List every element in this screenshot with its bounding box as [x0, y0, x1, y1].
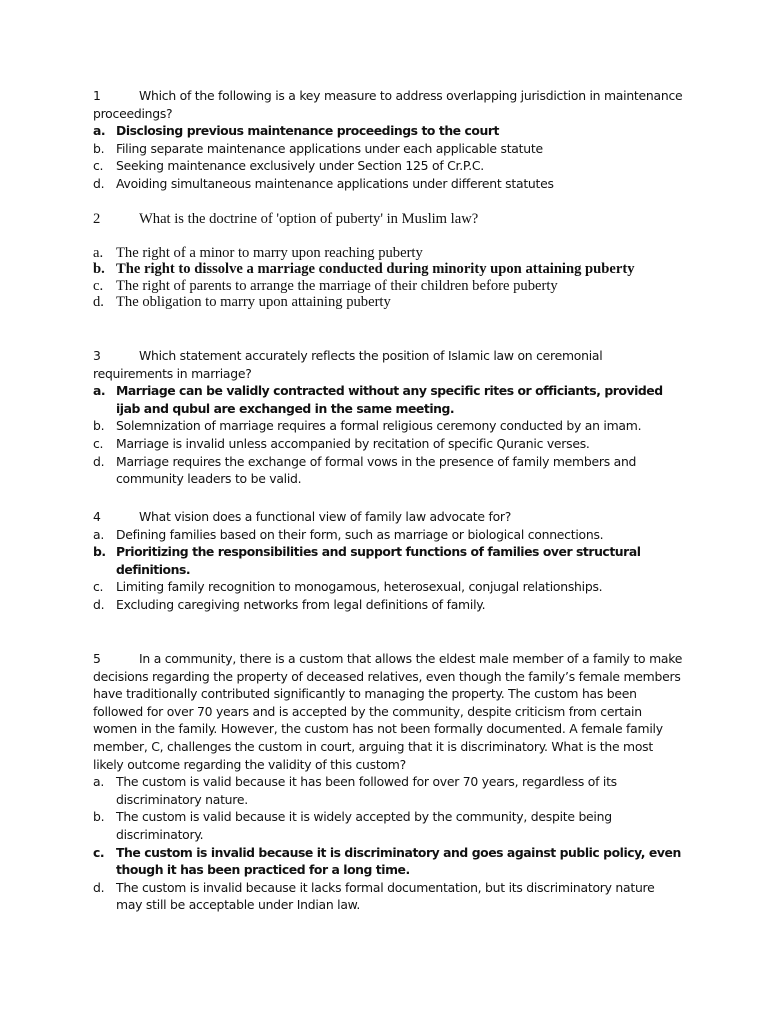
option-a: [93, 382, 683, 417]
option-letter: c.: [93, 579, 104, 595]
option-text: Avoiding simultaneous maintenance applications under different statutes: [116, 175, 554, 191]
option-text: The obligation to marry upon attaining puberty: [116, 294, 391, 311]
option-letter: b.: [93, 809, 105, 825]
option-letter: d.: [93, 879, 105, 895]
option-d: [93, 294, 683, 311]
question-4: [93, 508, 683, 614]
option-c: [93, 844, 683, 879]
question-stem: [93, 650, 683, 773]
options-list: [93, 526, 683, 614]
option-letter: c.: [93, 158, 104, 174]
question-number: 3: [93, 348, 101, 363]
option-text: Marriage can be validly contracted without any specific rites or officiants, provided ijab and qubul are exchanged in the same meeting.: [116, 383, 663, 416]
question-stem: [93, 508, 683, 526]
option-letter: d.: [93, 294, 104, 311]
option-letter: b.: [93, 418, 105, 434]
option-text: Solemnization of marriage requires a formal religious ceremony conducted by an imam.: [116, 418, 642, 434]
option-a: [93, 122, 683, 140]
question-stem: [93, 347, 683, 382]
question-number: 1: [93, 88, 101, 103]
question-text: Which of the following is a key measure to address overlapping jurisdiction in maintenance proceedings?: [93, 88, 683, 121]
option-b: [93, 261, 683, 278]
options-list: [93, 773, 683, 914]
option-letter: d.: [93, 453, 105, 469]
option-d: [93, 453, 683, 488]
option-text: Marriage requires the exchange of formal vows in the presence of family members and community leaders to be valid.: [116, 453, 637, 487]
option-letter: c.: [93, 844, 105, 860]
question-number: 2: [93, 211, 101, 227]
option-text: The custom is valid because it has been followed for over 70 years, regardless of its discriminatory nature.: [116, 774, 617, 807]
option-d: [93, 596, 683, 614]
option-b: [93, 543, 683, 578]
question-text: What vision does a functional view of family law advocate for?: [139, 509, 512, 524]
option-text: Prioritizing the responsibilities and support functions of families over structural definitions.: [116, 544, 641, 577]
option-text: Marriage is invalid unless accompanied by recitation of specific Quranic verses.: [116, 435, 590, 451]
options-list: [93, 382, 683, 488]
option-d: [93, 879, 683, 914]
option-text: The right to dissolve a marriage conducted during minority upon attaining puberty: [116, 261, 635, 278]
question-stem: [93, 87, 683, 122]
question-text: Which statement accurately reflects the position of Islamic law on ceremonial requirements in marriage?: [93, 348, 603, 381]
option-a: [93, 245, 683, 262]
option-text: Filing separate maintenance applications under each applicable statute: [116, 140, 543, 156]
option-letter: c.: [93, 277, 104, 294]
question-2: [93, 211, 683, 311]
option-b: [93, 417, 683, 435]
question-number: 5: [93, 651, 101, 666]
option-text: The right of parents to arrange the marriage of their children before puberty: [116, 277, 558, 294]
option-letter: a.: [93, 244, 104, 261]
question-1: [93, 87, 683, 193]
option-letter: b.: [93, 140, 105, 156]
option-text: Excluding caregiving networks from legal definitions of family.: [116, 596, 486, 612]
option-text: Disclosing previous maintenance proceedings to the court: [116, 123, 499, 139]
option-letter: a.: [93, 526, 105, 542]
option-letter: c.: [93, 435, 104, 451]
option-a: [93, 526, 683, 544]
option-text: Defining families based on their form, such as marriage or biological connections.: [116, 526, 604, 542]
option-a: [93, 773, 683, 808]
question-number: 4: [93, 509, 101, 524]
question-3: [93, 347, 683, 488]
option-text: The right of a minor to marry upon reaching puberty: [116, 244, 423, 261]
option-letter: a.: [93, 383, 106, 399]
option-b: [93, 808, 683, 843]
option-c: [93, 278, 683, 295]
options-list: [93, 122, 683, 192]
option-text: The custom is invalid because it lacks formal documentation, but its discriminatory nature may still be acceptable under Indian law.: [116, 879, 655, 913]
option-letter: d.: [93, 175, 105, 191]
question-text: In a community, there is a custom that allows the eldest male member of a family to make decisions regarding the property of deceased relatives, even though the family’s female members have traditionally contributed significantly to managing the property. The custom has been followed for over 70 years and is accepted by the community, despite criticism from certain women in the family. However, the custom has not been formally documented. A female family member, C, challenges the custom in court, arguing that it is discriminatory. What is the most likely outcome regarding the validity of this custom?: [93, 651, 683, 772]
question-stem: [93, 211, 683, 228]
option-text: Seeking maintenance exclusively under Section 125 of Cr.P.C.: [116, 158, 484, 174]
option-c: [93, 157, 683, 175]
option-text: Limiting family recognition to monogamous, heterosexual, conjugal relationships.: [116, 579, 603, 595]
options-list: [93, 245, 683, 311]
option-b: [93, 140, 683, 158]
question-5: [93, 650, 683, 914]
option-c: [93, 578, 683, 596]
option-d: [93, 175, 683, 193]
option-letter: b.: [93, 261, 105, 278]
option-letter: b.: [93, 544, 106, 560]
option-text: The custom is invalid because it is discriminatory and goes against public policy, even though it has been practiced for a long time.: [116, 844, 681, 878]
option-letter: a.: [93, 774, 105, 790]
option-c: [93, 435, 683, 453]
option-letter: a.: [93, 123, 106, 139]
option-text: The custom is valid because it is widely accepted by the community, despite being discriminatory.: [116, 809, 612, 842]
option-letter: d.: [93, 596, 105, 612]
question-text: What is the doctrine of 'option of puberty' in Muslim law?: [139, 211, 479, 227]
